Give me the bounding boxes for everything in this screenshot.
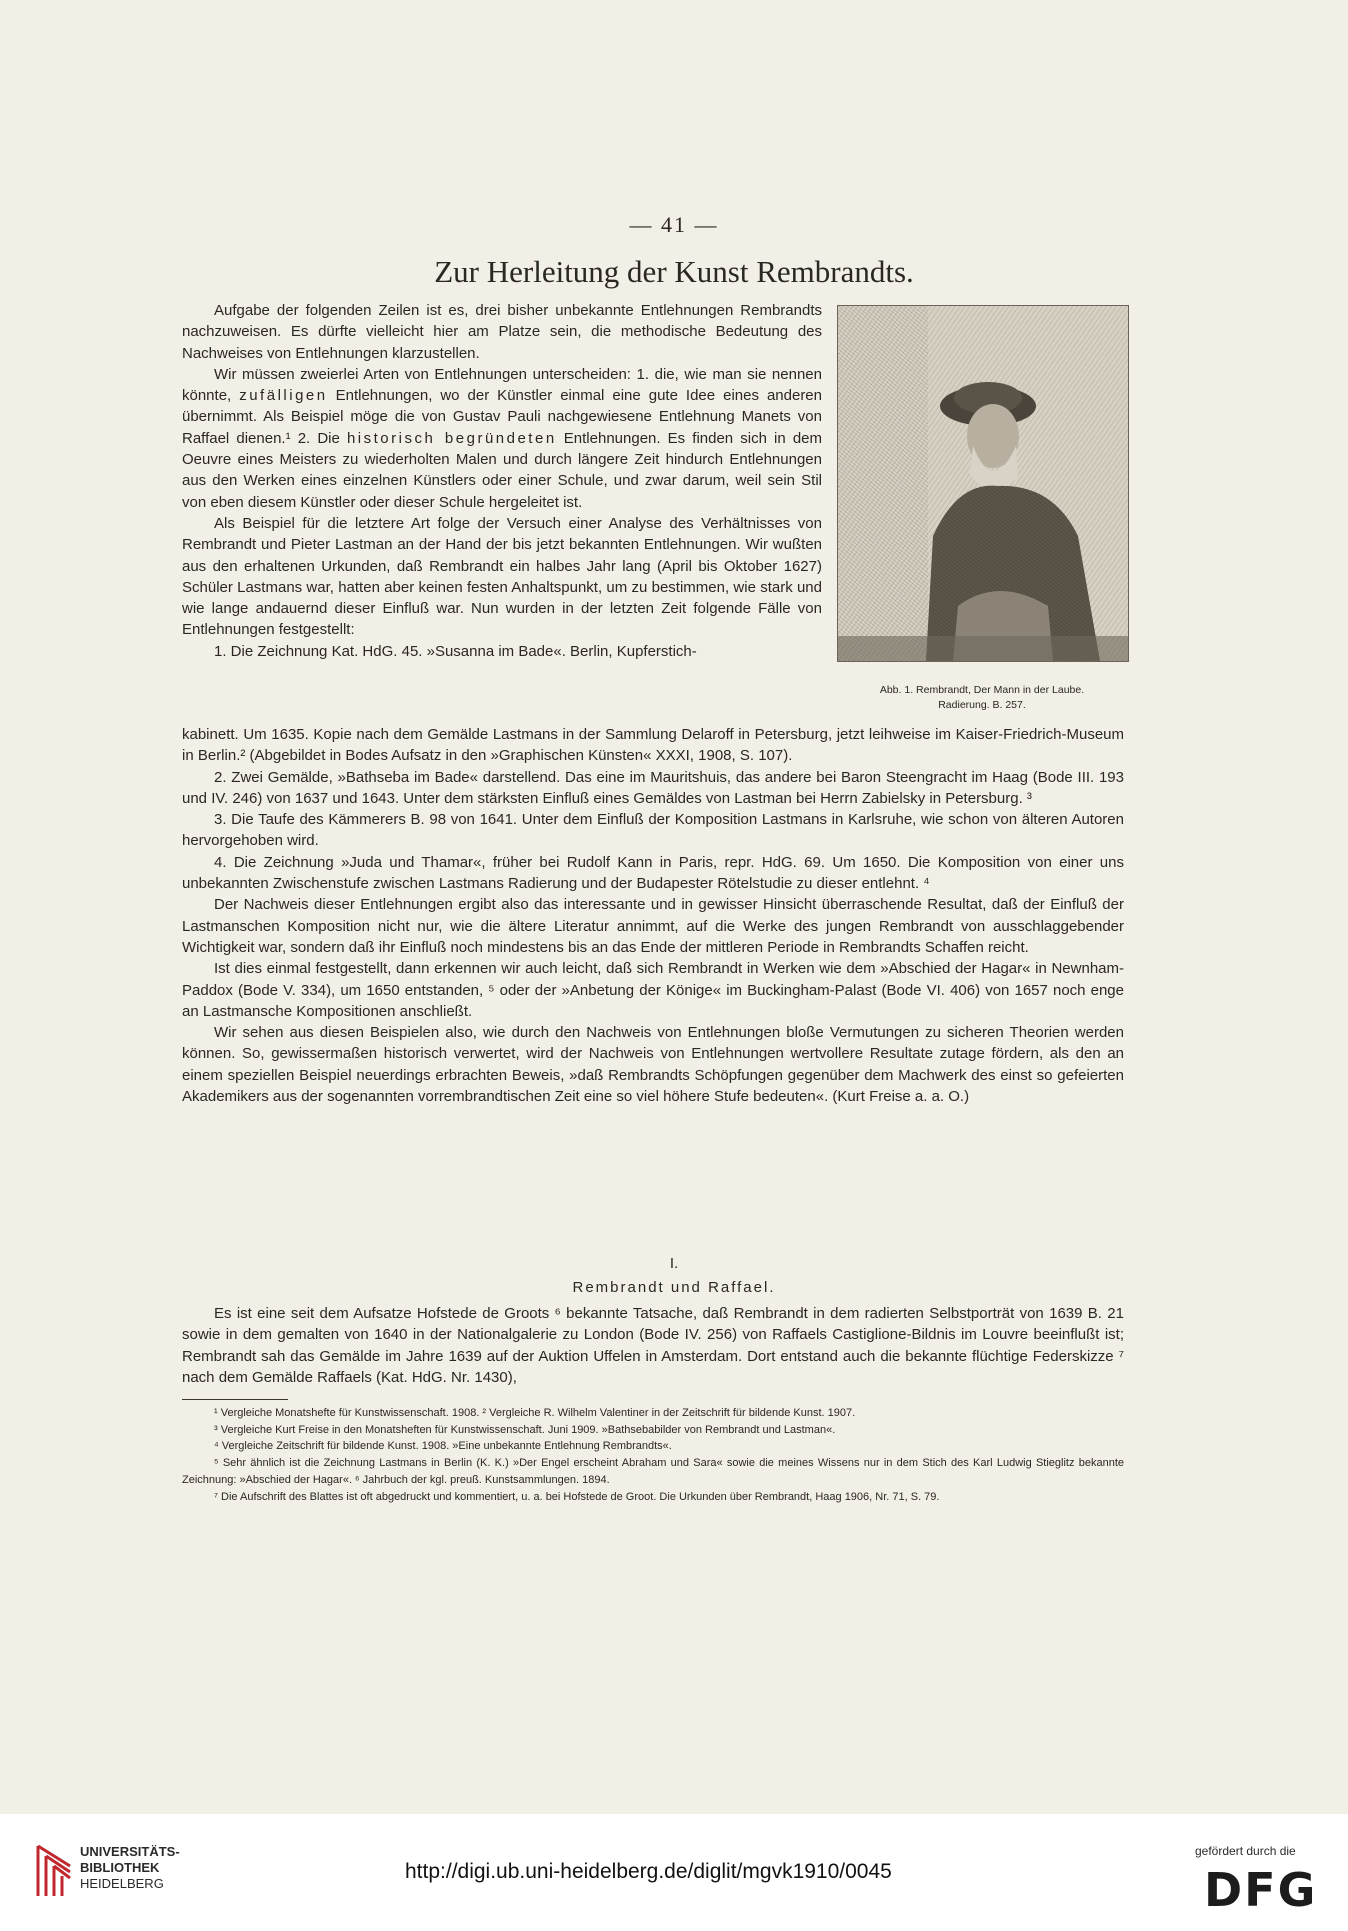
library-name: UNIVERSITÄTS- BIBLIOTHEK HEIDELBERG (80, 1844, 180, 1891)
section-title: Rembrandt und Raffael. (572, 1279, 776, 1296)
paragraph-8: Der Nachweis dieser Entlehnungen ergibt also das interessante und in gewisser Hinsicht überraschende Resultat, daß der Einfluß der Lastmanschen Komposition nicht nur, wie die ältere Literatur annimmt, auf die Werke des jungen Rembrandt von ausschlaggebender Wichtigkeit war, sondern daß ihr Einfluß noch mindestens bis an das Ende der mittleren Periode in Rembrandts Schaffen reicht. (182, 896, 1124, 956)
paragraph-4-start: 1. Die Zeichnung Kat. HdG. 45. »Susanna im Bade«. Berlin, Kupferstich- (214, 642, 697, 660)
article-title: Zur Herleitung der Kunst Rembrandts. (434, 254, 914, 289)
footnotes (182, 1405, 1124, 1505)
source-url-link[interactable]: http://digi.ub.uni-heidelberg.de/diglit/mgvk1910/0045 (405, 1860, 892, 1883)
body-text (182, 724, 1124, 1107)
paragraph-9: Ist dies einmal festgestellt, dann erkennen wir auch leicht, daß sich Rembrandt in Werken wie dem »Abschied der Hagar« in Newnham-Paddox (Bode V. 334), um 1650 entstanden, ⁵ oder der »Anbetung der Könige« im Buckingham-Palast (Bode VI. 406) von 1657 noch enge an Lastmansche Kompositionen anschließt. (182, 960, 1124, 1020)
funded-by-label: gefördert durch die (1195, 1844, 1296, 1858)
footnote-7: ⁷ Die Aufschrift des Blattes ist oft abgedruckt und kommentiert, u. a. bei Hofstede de Groot. Die Urkunden über Rembrandt, Haag 1906, Nr. 71, S. 79. (214, 1490, 940, 1503)
footnote-5-6: ⁵ Sehr ähnlich ist die Zeichnung Lastmans in Berlin (K. K.) »Der Engel erscheint Abraham und Sara« sowie die meines Wissens nur in dem Stich des Karl Ludwig Stieglitz bekannte Zeichnung: »Abschied der Hagar«. ⁶ Jahrbuch der kgl. preuß. Kunstsammlungen. 1894. (182, 1457, 1124, 1486)
paragraph-1: Aufgabe der folgenden Zeilen ist es, drei bisher unbekannte Entlehnungen Rembrandts nachzuweisen. Es dürfte vielleicht hier am Platze sein, die methodische Bedeutung des Nachweises von Entlehnungen klarzustellen. (182, 302, 822, 362)
paragraph-3: Als Beispiel für die letztere Art folge der Versuch einer Analyse des Verhältnisses von Rembrandt und Pieter Lastman an der Hand der bis jetzt bekannten Entlehnungen. Wir wußten aus den erhaltenen Urkunden, daß Rembrandt ein halbes Jahr lang (April bis Oktober 1627) Schüler Lastmans war, hatten aber keinen festen Anhaltspunkt, um zu bestimmen, wie stark und wie lange andauernd dieser Einfluß war. Nun wurden in der letzten Zeit folgende Fälle von Entlehnungen festgestellt: (182, 514, 822, 639)
page-number: — 41 — (629, 212, 719, 237)
section-number: I. (669, 1255, 679, 1272)
intro-column (182, 300, 822, 662)
paragraph-5: 2. Zwei Gemälde, »Bathseba im Bade« darstellend. Das eine im Mauritshuis, das andere bei Baron Steengracht im Haag (Bode III. 193 und IV. 246) von 1637 und 1643. Unter dem stärksten Einfluß eines Gemäldes von Lastman bei Herrn Zabielsky in Petersburg. ³ (182, 768, 1124, 807)
paragraph-2: Wir müssen zweierlei Arten von Entlehnungen unterscheiden: 1. die, wie man sie nennen könnte, zufälligen Entlehnungen, wo der Künstler einmal eine gute Idee eines anderen übernimmt. Als Beispiel möge die von Gustav Pauli nachgewiesene Entlehnung Manets von Raffael dienen.¹ 2. Die historisch begründeten Entlehnungen. Es finden sich in dem Oeuvre eines Meisters zu wiederholten Malen und durch längere Zeit hindurch Entlehnungen aus den Werken eines einzelnen Künstlers oder einer Schule, und zwar darum, weil sein Stil von eben diesem Künstler oder dieser Schule hergeleitet ist. (182, 365, 823, 511)
footer-bar (0, 1814, 1348, 1931)
university-library-logo (34, 1842, 78, 1900)
paragraph-7: 4. Die Zeichnung »Juda und Thamar«, früher bei Rudolf Kann in Paris, repr. HdG. 69. Um 1650. Die Komposition von einer uns unbekannten Zwischenstufe zwischen Lastmans Radierung und der Budapester Rötelstudie zu dieser entlehnt. ⁴ (182, 853, 1124, 893)
dfg-logo: DFG (1204, 1863, 1318, 1917)
footnote-3: ³ Vergleiche Kurt Freise in den Monatsheften für Kunstwissenschaft. Juni 1909. »Bathsebabilder von Rembrandt und Lastman«. (214, 1423, 836, 1436)
footnote-1-2: ¹ Vergleiche Monatshefte für Kunstwissenschaft. 1908. ² Vergleiche R. Wilhelm Valentiner in der Zeitschrift für bildende Kunst. 1907. (214, 1407, 856, 1419)
paragraph-4-cont: kabinett. Um 1635. Kopie nach dem Gemälde Lastmans in der Sammlung Delaroff in Petersburg, jetzt leihweise im Kaiser-Friedrich-Museum in Berlin.² (Abgebildet in Bodes Aufsatz in den »Graphischen Künsten« XXXI, 1908, S. 107). (182, 726, 1124, 765)
section-text (182, 1303, 1124, 1388)
emphasis-historisch: historisch begründeten (346, 429, 557, 447)
paragraph-10: Wir sehen aus diesen Beispielen also, wie durch den Nachweis von Entlehnungen bloße Vermutungen zu sicheren Theorien werden können. So, gewissermaßen historisch verwertet, wird der Nachweis von Entlehnungen wertvollere Resultate zutage fördern, als den an einem speziellen Beispiel neuerdings erbrachten Beweis, »daß Rembrandts Schöpfungen gegenüber dem Machwerk des einst so gefeierten Akademikers aus der sogenannten vorrembrandtischen Zeit eine so viel höhere Stufe bedeuten«. (Kurt Freise a. a. O.) (182, 1024, 1124, 1106)
emphasis-zufaellig: zufälligen (239, 387, 328, 405)
footnote-divider (182, 1399, 288, 1400)
etching-portrait-image (837, 305, 1129, 662)
section-paragraph: Es ist eine seit dem Aufsatze Hofstede de Groots ⁶ bekannte Tatsache, daß Rembrandt in dem radierten Selbstporträt von 1639 B. 21 sowie in dem gemalten von 1640 in der Nationalgalerie zu London (Bode IV. 256) von Raffaels Castiglione-Bildnis im Louvre beeinflußt ist; Rembrandt sah das Gemälde im Jahre 1639 auf der Auktion Uffelen in Amsterdam. Dort entstand auch die bekannte flüchtige Federskizze ⁷ nach dem Gemälde Raffaels (Kat. HdG. Nr. 1430), (182, 1305, 1124, 1386)
figure-caption: Abb. 1. Rembrandt, Der Mann in der Laube. Radierung. B. 257. (879, 684, 1085, 711)
paragraph-6: 3. Die Taufe des Kämmerers B. 98 von 1641. Unter dem Einfluß der Komposition Lastmans in Karlsruhe, wie schon von älteren Autoren hervorgehoben wird. (182, 811, 1124, 850)
footnote-4: ⁴ Vergleiche Zeitschrift für bildende Kunst. 1908. »Eine unbekannte Entlehnung Rembrandts«. (214, 1440, 672, 1453)
